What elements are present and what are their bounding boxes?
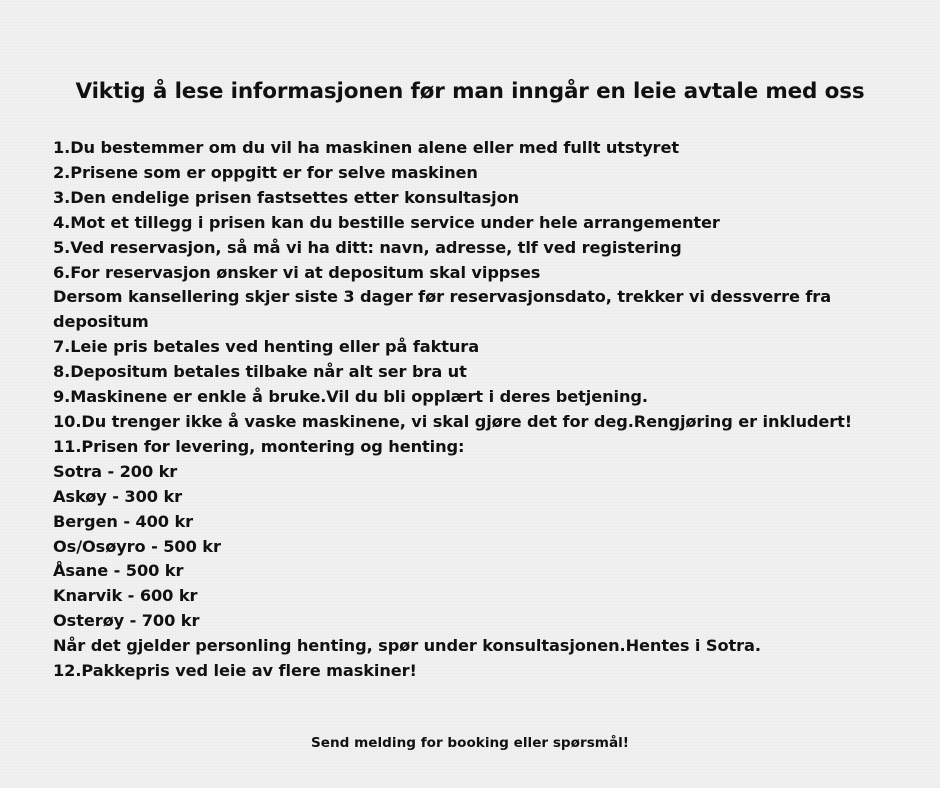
list-item: 10.Du trenger ikke å vaske maskinene, vi skal gjøre det for deg.Rengjøring er inkludert! — [53, 411, 853, 431]
list-item: 2.Prisene som er oppgitt er for selve maskinen — [53, 162, 478, 182]
list-item: 4.Mot et tillegg i prisen kan du bestille service under hele arrangementer — [53, 212, 720, 232]
list-item: 5.Ved reservasjon, så må vi ha ditt: navn, adresse, tlf ved registering — [53, 237, 682, 257]
footer-note: Send melding for booking eller spørsmål! — [310, 735, 629, 751]
list-item: Osterøy - 700 kr — [53, 611, 200, 631]
list-item: 12.Pakkepris ved leie av flere maskiner! — [53, 661, 417, 681]
list-item: 8.Depositum betales tilbake når alt ser bra ut — [53, 362, 467, 382]
list-item: 11.Prisen for levering, montering og henting: — [53, 436, 465, 456]
list-item: 1.Du bestemmer om du vil ha maskinen alene eller med fullt utstyret — [53, 138, 679, 157]
list-item: Sotra - 200 kr — [53, 461, 178, 481]
list-item: Askøy - 300 kr — [53, 486, 183, 506]
page-title: Viktig å lese informasjonen før man inngår en leie avtale med oss — [75, 79, 865, 104]
list-item: 6.For reservasjon ønsker vi at depositum skal vippses — [53, 262, 541, 282]
info-list — [53, 136, 873, 684]
list-item: 3.Den endelige prisen fastsettes etter konsultasjon — [53, 187, 520, 207]
list-item: 9.Maskinene er enkle å bruke.Vil du bli opplært i deres betjening. — [53, 387, 648, 407]
list-item: Dersom kansellering skjer siste 3 dager før reservasjonsdato, trekker vi dessverre fra depositum — [53, 287, 832, 332]
list-item: Bergen - 400 kr — [53, 511, 194, 531]
list-item: Åsane - 500 kr — [53, 561, 184, 581]
list-item: Knarvik - 600 kr — [53, 586, 198, 606]
list-item: Når det gjelder personling henting, spør under konsultasjonen.Hentes i Sotra. — [53, 636, 761, 656]
list-item: Os/Osøyro - 500 kr — [53, 536, 221, 556]
list-item: 7.Leie pris betales ved henting eller på faktura — [53, 337, 480, 357]
